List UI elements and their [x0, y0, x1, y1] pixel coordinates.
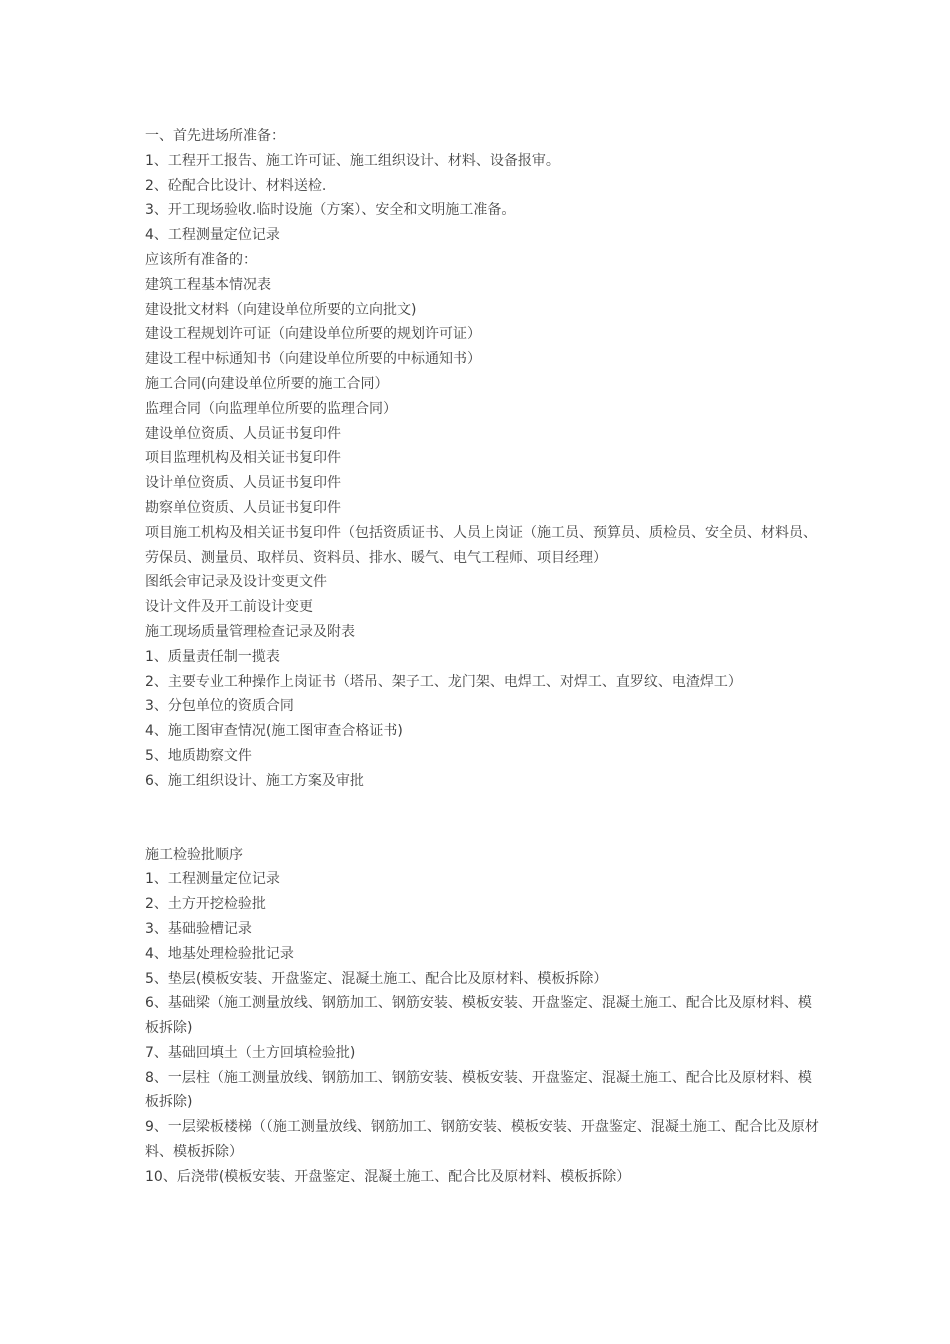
text-line: 10、后浇带(模板安装、开盘鉴定、混凝土施工、配合比及原材料、模板拆除） — [145, 1168, 631, 1185]
text-line: 2、主要专业工种操作上岗证书（塔吊、架子工、龙门架、电焊工、对焊工、直罗纹、电渣焊工） — [145, 673, 742, 690]
text-line: 5、垫层(模板安装、开盘鉴定、混凝土施工、配合比及原材料、模板拆除） — [145, 970, 608, 987]
text-line: 建设工程规划许可证（向建设单位所要的规划许可证） — [145, 326, 481, 343]
text-line: 3、基础验槽记录 — [145, 920, 252, 937]
text-line: 4、施工图审查情况(施工图审查合格证书) — [145, 723, 403, 740]
text-line: 1、工程开工报告、施工许可证、施工组织设计、材料、设备报审。 — [145, 152, 560, 169]
section-heading: 一、首先进场所准备： — [145, 128, 285, 144]
text-line: 建筑工程基本情况表 — [145, 276, 271, 293]
text-line: 1、质量责任制一揽表 — [145, 648, 280, 665]
text-line: 建设工程中标通知书（向建设单位所要的中标通知书） — [145, 351, 481, 368]
text-line: 监理合同（向监理单位所要的监理合同） — [145, 400, 397, 417]
section-spacer — [145, 794, 825, 843]
text-line: 设计文件及开工前设计变更 — [145, 599, 313, 616]
text-line: 建设批文材料（向建设单位所要的立向批文) — [145, 301, 417, 318]
text-line: 项目施工机构及相关证书复印件（包括资质证书、人员上岗证（施工员、预算员、质检员、安全员、材料员、劳保员、测量员、取样员、资料员、排水、暖气、电气工程师、项目经理） — [145, 524, 817, 566]
text-line: 6、基础梁（施工测量放线、钢筋加工、钢筋安装、模板安装、开盘鉴定、混凝土施工、配合比及原材料、模板拆除) — [145, 995, 812, 1037]
text-line: 3、分包单位的资质合同 — [145, 698, 294, 715]
text-line: 1、工程测量定位记录 — [145, 871, 280, 888]
text-line: 勘察单位资质、人员证书复印件 — [145, 499, 341, 516]
preparation-section — [145, 124, 825, 794]
section-heading: 施工检验批顺序 — [145, 846, 243, 863]
subsection-heading: 应该所有准备的： — [145, 251, 257, 268]
text-line: 7、基础回填土（土方回填检验批) — [145, 1044, 356, 1061]
text-line: 图纸会审记录及设计变更文件 — [145, 574, 327, 591]
inspection-order-section — [145, 843, 825, 1190]
text-line: 2、土方开挖检验批 — [145, 896, 266, 913]
text-line: 设计单位资质、人员证书复印件 — [145, 475, 341, 492]
text-line: 5、地质勘察文件 — [145, 747, 252, 764]
text-line: 3、开工现场验收.临时设施（方案）、安全和文明施工准备。 — [145, 202, 516, 219]
text-line: 4、工程测量定位记录 — [145, 227, 280, 244]
text-line: 施工合同(向建设单位所要的施工合同） — [145, 375, 389, 392]
text-line: 8、一层柱（施工测量放线、钢筋加工、钢筋安装、模板安装、开盘鉴定、混凝土施工、配合比及原材料、模板拆除) — [145, 1069, 812, 1111]
text-line: 4、地基处理检验批记录 — [145, 945, 294, 962]
document-page — [145, 124, 825, 1190]
text-line: 6、施工组织设计、施工方案及审批 — [145, 772, 364, 789]
subsection-heading: 施工现场质量管理检查记录及附表 — [145, 623, 355, 640]
text-line: 建设单位资质、人员证书复印件 — [145, 425, 341, 442]
text-line: 项目监理机构及相关证书复印件 — [145, 450, 341, 467]
text-line: 2、砼配合比设计、材料送检. — [145, 177, 327, 194]
text-line: 9、一层梁板楼梯（（施工测量放线、钢筋加工、钢筋安装、模板安装、开盘鉴定、混凝土施工、配合比及原材料、模板拆除） — [145, 1119, 819, 1161]
